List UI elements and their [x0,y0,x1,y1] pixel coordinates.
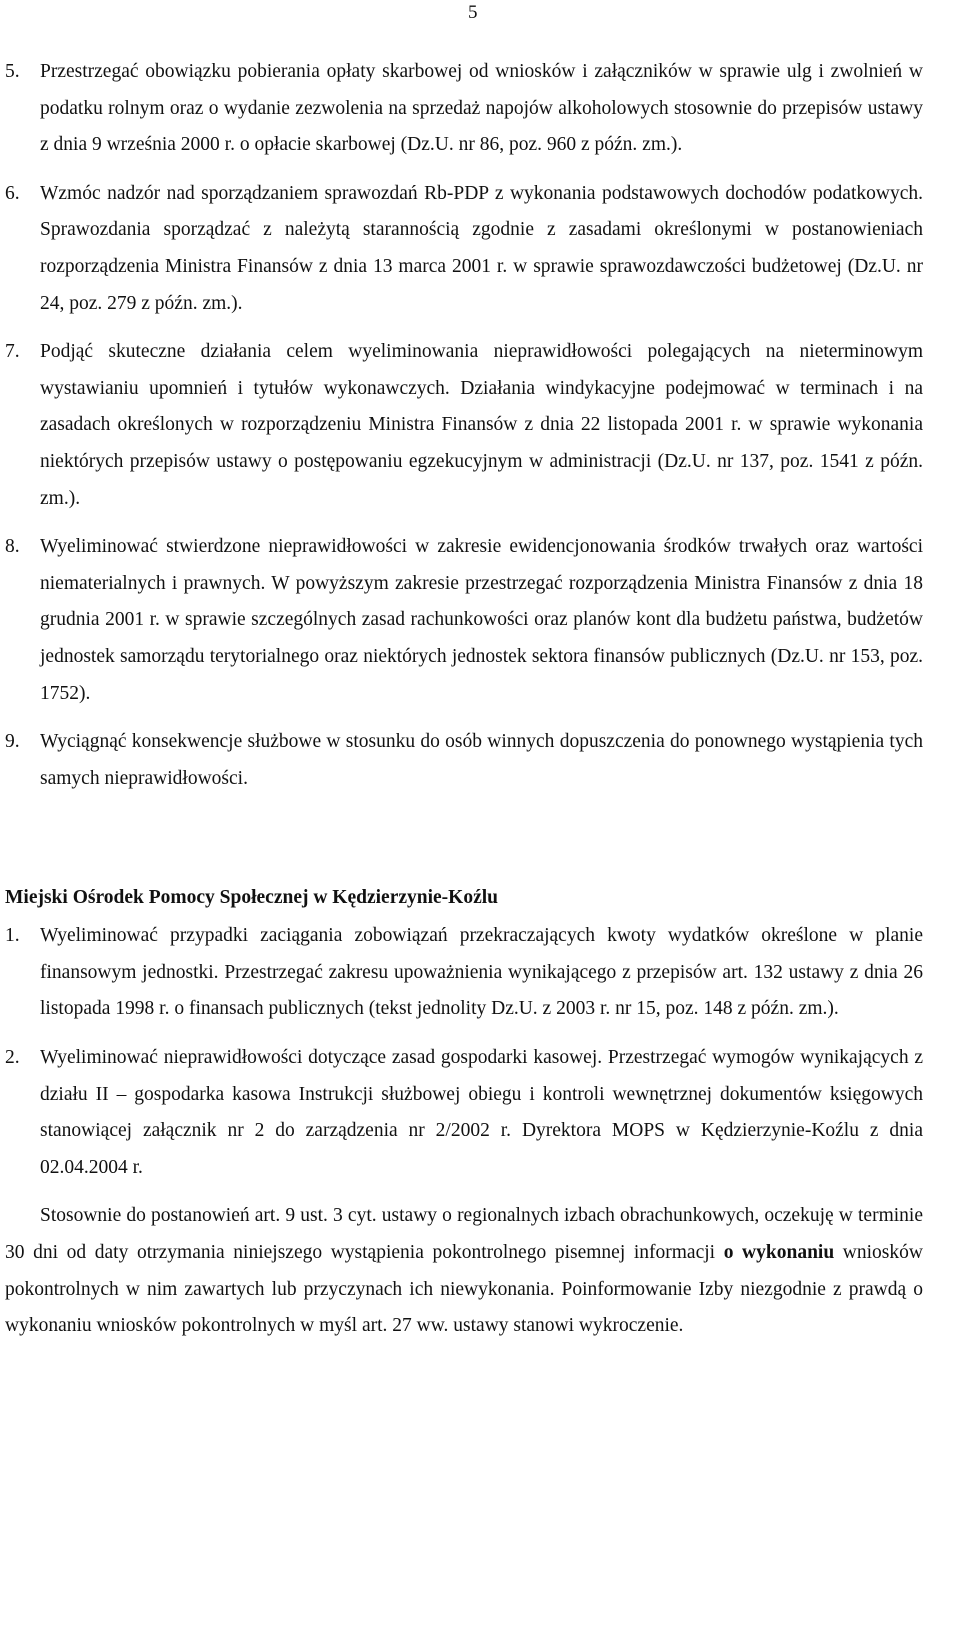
item-number: 5. [5,61,20,82]
mops-item-1 [5,918,923,1028]
item-number: 1. [5,925,20,947]
section-heading: Miejski Ośrodek Pomocy Społecznej w Kędzierzynie-Koźlu [5,887,499,909]
item-number: 7. [5,341,20,363]
item-text: Podjąć skuteczne działania celem wyeliminowania nieprawidłowości polegających na nieterminowym wystawianiu upomnień i tytułów wykonawczych. Działania windykacyjne podejmować w terminach i na zasadach określonych w rozporządzeniu Ministra Finansów z dnia 22 listopada 2001 r. w sprawie wykonania niektórych przepisów ustawy o postępowaniu egzekucyjnym w administracji (Dz.U. nr 137, poz. 1541 z późn. zm.). [40,341,923,509]
item-number: 2. [5,1047,20,1069]
closing-text-end: wniosków pokontrolnych w nim zawartych lub przyczynach ich niewykonania. Poinformowanie Izby niezgodnie z prawdą o wykonaniu wniosków pokontrolnych w myśl art. 27 ww. ustawy stanowi wykroczenie. [5,1242,923,1337]
recommendation-item-7 [5,334,923,517]
recommendation-item-5 [5,54,923,164]
item-number: 6. [5,182,20,204]
mops-item-2 [5,1040,923,1186]
item-text: Wzmóc nadzór nad sporządzaniem sprawozdań Rb-PDP z wykonania podstawowych dochodów podatkowych. Sprawozdania sporządzać z należytą starannością zgodnie z zasadami określonymi w postanowieniach rozporządzenia Ministra Finansów z dnia 13 marca 2001 r. w sprawie sprawozdawczości budżetowej (Dz.U. nr 24, poz. 279 z późn. zm.). [40,182,923,314]
document-body [5,54,923,1345]
closing-paragraph [5,1198,923,1344]
page-number: 5 [468,2,478,23]
recommendation-item-9 [5,724,923,797]
closing-text-start: Stosownie do postanowień art. 9 ust. 3 cyt. ustawy o regionalnych izbach obrachunkowych, oczekuję w terminie 30 dni od daty otrzymania niniejszego wystąpienia pokontrolnego pisemnej informacji [5,1205,923,1264]
item-text: Wyeliminować nieprawidłowości dotyczące zasad gospodarki kasowej. Przestrzegać wymogów wynikających z działu II – gospodarka kasowa Instrukcji służbowej obiegu i kontroli wewnętrznej dokumentów księgowych stanowiącej załącznik nr 2 do zarządzenia nr 2/2002 r. Dyrektora MOPS w Kędzierzynie-Koźlu z dnia 02.04.2004 r. [40,1047,923,1178]
item-number: 8. [5,536,20,558]
recommendation-item-8 [5,529,923,712]
recommendation-item-6 [5,176,923,322]
item-text: Wyeliminować stwierdzone nieprawidłowości w zakresie ewidencjonowania środków trwałych oraz wartości niematerialnych i prawnych. W powyższym zakresie przestrzegać rozporządzenia Ministra Finansów z dnia 18 grudnia 2001 r. w sprawie szczególnych zasad rachunkowości oraz planów kont dla budżetu państwa, budżetów jednostek samorządu terytorialnego oraz niektórych jednostek sektora finansów publicznych (Dz.U. nr 153, poz. 1752). [40,536,923,704]
item-text: Przestrzegać obowiązku pobierania opłaty skarbowej od wniosków i załączników w sprawie ulg i zwolnień w podatku rolnym oraz o wydanie zezwolenia na sprzedaż napojów alkoholowych stosownie do przepisów ustawy z dnia 9 września 2000 r. o opłacie skarbowej (Dz.U. nr 86, poz. 960 z późn. zm.). [40,61,923,156]
closing-bold-phrase: o wykonaniu [723,1242,835,1264]
item-text: Wyeliminować przypadki zaciągania zobowiązań przekraczających kwoty wydatków określone w planie finansowym jednostki. Przestrzegać zakresu upoważnienia wynikającego z przepisów art. 132 ustawy z dnia 26 listopada 1998 r. o finansach publicznych (tekst jednolity Dz.U. z 2003 r. nr 15, poz. 148 z późn. zm.). [40,925,923,1020]
item-number: 9. [5,731,20,753]
item-text: Wyciągnąć konsekwencje służbowe w stosunku do osób winnych dopuszczenia do ponownego wystąpienia tych samych nieprawidłowości. [40,731,923,789]
